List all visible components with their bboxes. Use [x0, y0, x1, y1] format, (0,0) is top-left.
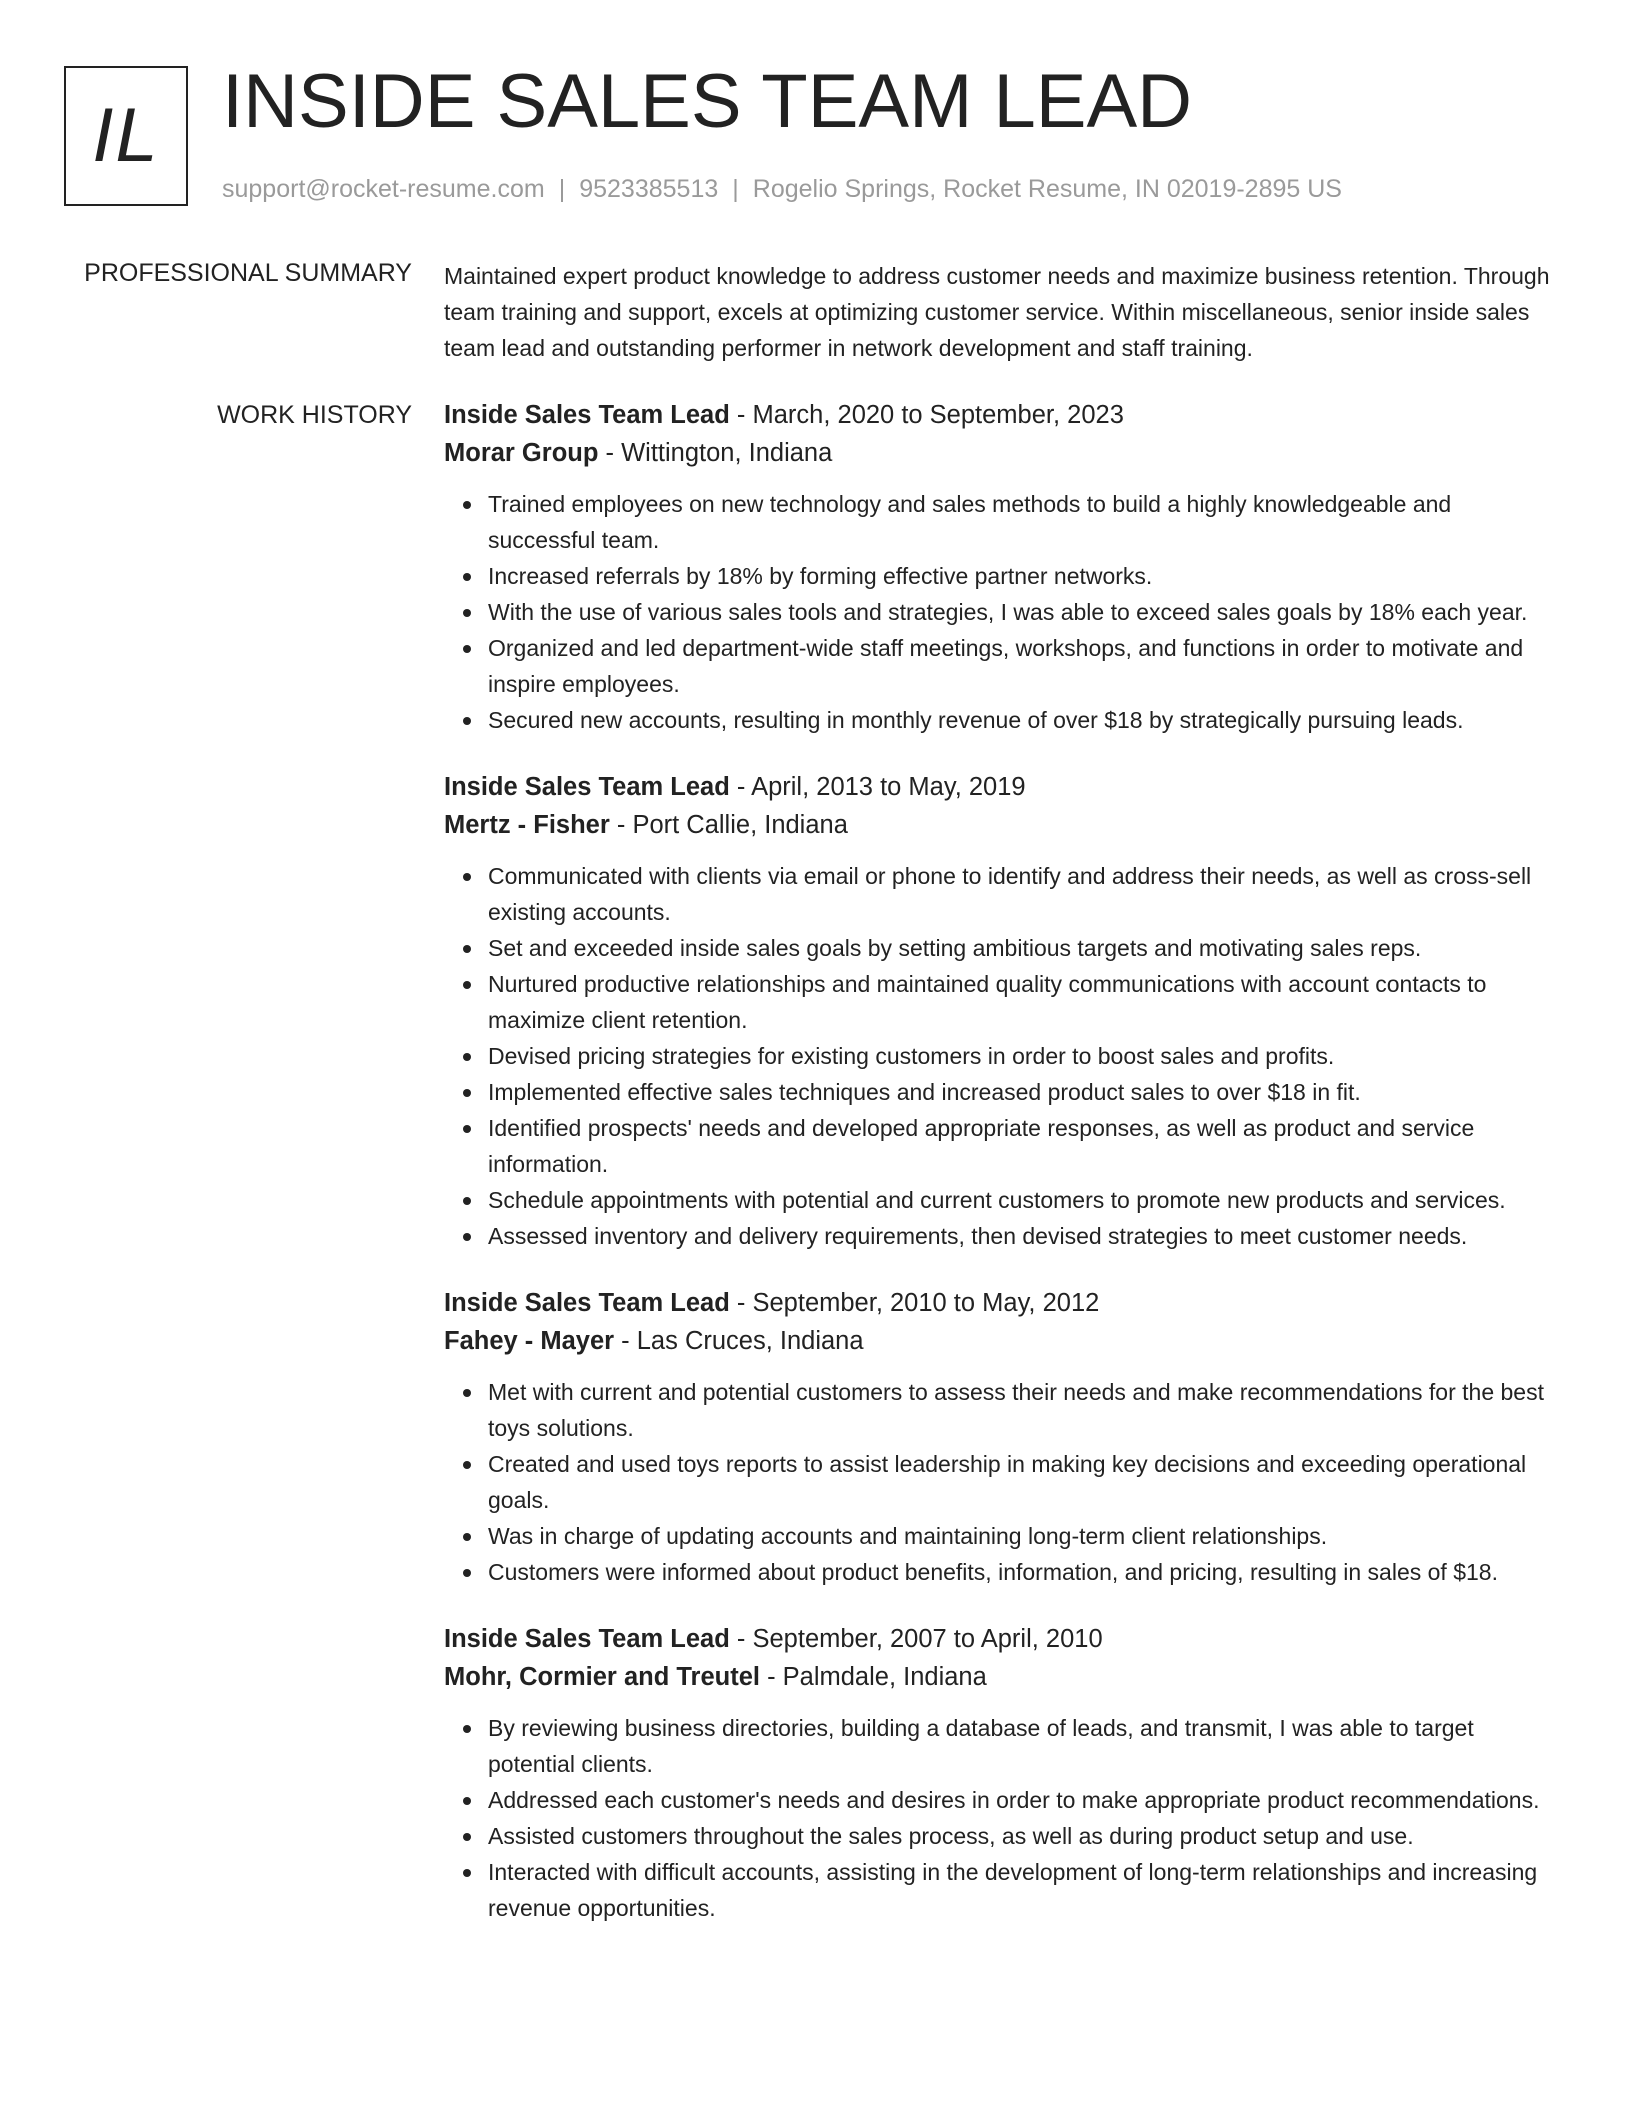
job-bullet: Secured new accounts, resulting in monthly revenue of over $18 by strategically pursuing leads.: [488, 702, 1564, 738]
job-company: Mertz - Fisher: [444, 811, 610, 839]
job-location: - Port Callie, Indiana: [609, 811, 848, 839]
job-title-line: [444, 396, 1564, 434]
job-entry: [444, 1284, 1564, 1590]
job-bullet: Trained employees on new technology and sales methods to build a highly knowledgeable and successful team.: [488, 486, 1564, 558]
job-bullet: Addressed each customer's needs and desires in order to make appropriate product recommendations.: [488, 1782, 1564, 1818]
work-history-heading: WORK HISTORY: [217, 401, 412, 429]
job-company-line: [444, 1658, 1564, 1696]
contact-email: support@rocket-resume.com: [222, 175, 545, 203]
job-bullet-list: [444, 858, 1564, 1254]
job-dates: - April, 2013 to May, 2019: [729, 773, 1026, 801]
summary-heading: PROFESSIONAL SUMMARY: [84, 259, 412, 287]
job-title: Inside Sales Team Lead: [444, 773, 730, 801]
job-bullet: Nurtured productive relationships and maintained quality communications with account contacts to maximize client retention.: [488, 966, 1564, 1038]
job-company-line: [444, 1322, 1564, 1360]
contact-phone: 9523385513: [579, 175, 719, 203]
job-dates: - September, 2010 to May, 2012: [729, 1289, 1100, 1317]
job-title-line: [444, 1284, 1564, 1322]
job-entry: [444, 396, 1564, 738]
monogram-badge: [64, 66, 188, 206]
job-bullet: Was in charge of updating accounts and maintaining long-term client relationships.: [488, 1518, 1564, 1554]
job-bullet: Identified prospects' needs and developed appropriate responses, as well as product and service information.: [488, 1110, 1564, 1182]
job-bullet: Met with current and potential customers to assess their needs and make recommendations for the best toys solutions.: [488, 1374, 1564, 1446]
job-bullet: Communicated with clients via email or phone to identify and address their needs, as well as cross-sell existing accounts.: [488, 858, 1564, 930]
contact-line: [222, 174, 1342, 204]
contact-address: Rogelio Springs, Rocket Resume, IN 02019-2895 US: [752, 175, 1342, 203]
job-location: - Las Cruces, Indiana: [614, 1327, 864, 1355]
job-bullet: By reviewing business directories, building a database of leads, and transmit, I was able to target potential clients.: [488, 1710, 1564, 1782]
job-bullet: Interacted with difficult accounts, assisting in the development of long-term relationships and increasing revenue opportunities.: [488, 1854, 1564, 1926]
job-bullet-list: [444, 1710, 1564, 1926]
job-title: Inside Sales Team Lead: [444, 1289, 730, 1317]
job-bullet: With the use of various sales tools and strategies, I was able to exceed sales goals by 18% each year.: [488, 594, 1564, 630]
job-bullet-list: [444, 486, 1564, 738]
job-bullet: Assessed inventory and delivery requirements, then devised strategies to meet customer needs.: [488, 1218, 1564, 1254]
job-title: Inside Sales Team Lead: [444, 401, 730, 429]
resume-title: INSIDE SALES TEAM LEAD: [222, 59, 1193, 144]
contact-separator: |: [558, 175, 566, 203]
job-dates: - March, 2020 to September, 2023: [729, 401, 1124, 429]
job-title-line: [444, 768, 1564, 806]
job-entry: [444, 1620, 1564, 1926]
job-bullet: Customers were informed about product benefits, information, and pricing, resulting in sales of $18.: [488, 1554, 1564, 1590]
job-title-line: [444, 1620, 1564, 1658]
job-bullet: Organized and led department-wide staff meetings, workshops, and functions in order to motivate and inspire employees.: [488, 630, 1564, 702]
job-location: - Wittington, Indiana: [598, 439, 833, 467]
job-bullet: Set and exceeded inside sales goals by setting ambitious targets and motivating sales reps.: [488, 930, 1564, 966]
job-bullet: Implemented effective sales techniques and increased product sales to over $18 in fit.: [488, 1074, 1564, 1110]
job-bullet-list: [444, 1374, 1564, 1590]
job-company: Morar Group: [444, 439, 599, 467]
job-title: Inside Sales Team Lead: [444, 1625, 730, 1653]
job-bullet: Created and used toys reports to assist leadership in making key decisions and exceeding operational goals.: [488, 1446, 1564, 1518]
jobs-list: [444, 396, 1564, 1956]
job-dates: - September, 2007 to April, 2010: [729, 1625, 1103, 1653]
job-company-line: [444, 806, 1564, 844]
summary-text: Maintained expert product knowledge to address customer needs and maximize business retention. Through team training and support, excels at optimizing customer service. Within miscellaneous, senior inside sales team lead and outstanding performer in network development and staff training.: [444, 263, 1550, 361]
job-bullet: Increased referrals by 18% by forming effective partner networks.: [488, 558, 1564, 594]
job-company: Mohr, Cormier and Treutel: [444, 1663, 760, 1691]
job-location: - Palmdale, Indiana: [759, 1663, 987, 1691]
job-bullet: Devised pricing strategies for existing customers in order to boost sales and profits.: [488, 1038, 1564, 1074]
job-bullet: Schedule appointments with potential and current customers to promote new products and services.: [488, 1182, 1564, 1218]
job-company: Fahey - Mayer: [444, 1327, 615, 1355]
contact-separator: |: [732, 175, 739, 203]
job-company-line: [444, 434, 1564, 472]
job-entry: [444, 768, 1564, 1254]
job-bullet: Assisted customers throughout the sales process, as well as during product setup and use.: [488, 1818, 1564, 1854]
monogram-initials: IL: [92, 93, 160, 178]
